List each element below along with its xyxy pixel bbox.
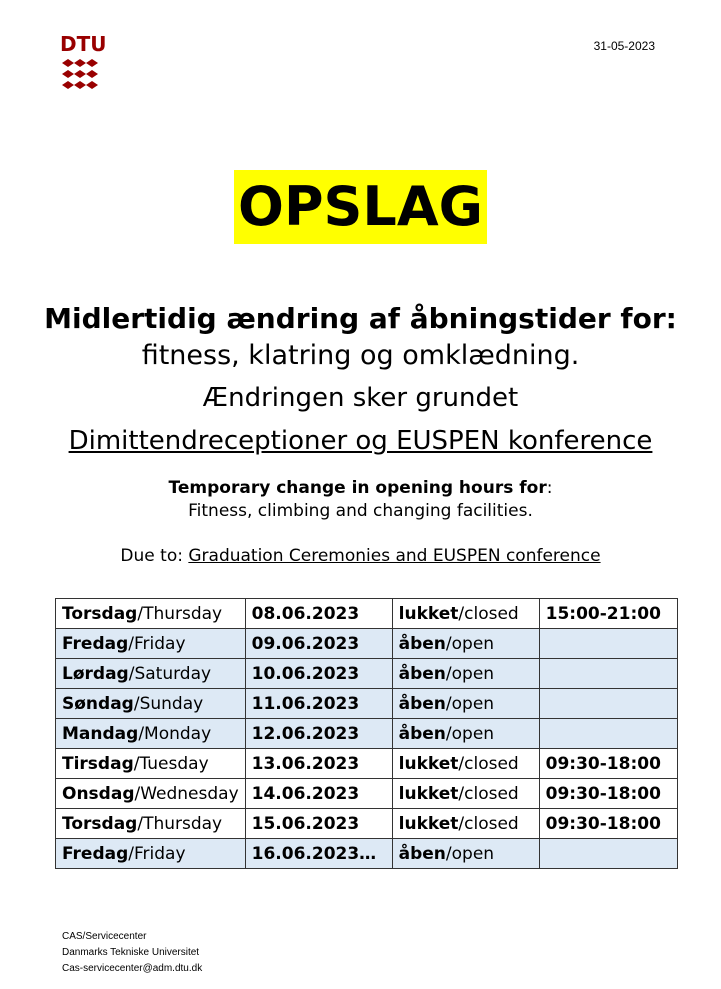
date-cell: 10.06.2023	[245, 659, 392, 689]
status-english: /open	[445, 843, 495, 864]
table-row	[56, 689, 678, 719]
status-cell	[392, 599, 539, 629]
status-english: /open	[445, 663, 495, 684]
day-english: /Tuesday	[133, 753, 209, 774]
dtu-emblem-icon	[60, 59, 100, 89]
footer-line: Danmarks Tekniske Universitet	[62, 947, 200, 958]
hours-cell	[539, 839, 677, 869]
day-cell	[56, 839, 246, 869]
day-danish: Fredag	[62, 843, 129, 864]
status-cell	[392, 839, 539, 869]
day-cell	[56, 659, 246, 689]
status-danish: lukket	[398, 753, 459, 774]
status-cell	[392, 659, 539, 689]
date-cell: 14.06.2023	[245, 779, 392, 809]
day-danish: Torsdag	[62, 813, 138, 834]
status-danish: åben	[398, 663, 446, 684]
status-cell	[392, 719, 539, 749]
table-row	[56, 659, 678, 689]
status-english: /closed	[458, 783, 519, 804]
table-row	[56, 719, 678, 749]
status-danish: åben	[398, 843, 446, 864]
status-english: /open	[445, 633, 495, 654]
status-danish: lukket	[398, 783, 459, 804]
day-cell	[56, 809, 246, 839]
day-cell	[56, 719, 246, 749]
hours-cell: 09:30-18:00	[539, 749, 677, 779]
day-danish: Fredag	[62, 633, 129, 654]
status-cell	[392, 629, 539, 659]
status-cell	[392, 809, 539, 839]
day-danish: Søndag	[62, 693, 134, 714]
day-english: /Wednesday	[134, 783, 239, 804]
table-row	[56, 809, 678, 839]
status-danish: lukket	[398, 603, 459, 624]
day-english: /Friday	[128, 843, 186, 864]
reason-danish: Ændringen sker grundet	[202, 383, 519, 413]
table-row	[56, 839, 678, 869]
day-cell	[56, 779, 246, 809]
headline: OPSLAG	[234, 170, 487, 244]
table-row	[56, 629, 678, 659]
day-english: /Thursday	[137, 813, 223, 834]
day-danish: Tirsdag	[62, 753, 134, 774]
day-english: /Monday	[138, 723, 212, 744]
status-cell	[392, 779, 539, 809]
status-danish: åben	[398, 693, 446, 714]
title-danish: Midlertidig ændring af åbningstider for:	[44, 302, 677, 335]
logo-text: DTU	[60, 32, 107, 56]
date-cell: 16.06.2023…	[245, 839, 392, 869]
table-row	[56, 779, 678, 809]
table-row	[56, 749, 678, 779]
subtitle-danish: fitness, klatring og omklædning.	[141, 340, 580, 371]
day-cell	[56, 689, 246, 719]
subtitle-english: Fitness, climbing and changing facilities.	[188, 501, 533, 521]
day-english: /Sunday	[133, 693, 204, 714]
footer-contact	[62, 929, 202, 977]
hours-cell	[539, 629, 677, 659]
dtu-logo	[60, 32, 107, 89]
due-to-line	[0, 546, 721, 566]
date-cell: 12.06.2023	[245, 719, 392, 749]
title-english-colon: :	[546, 478, 553, 498]
status-english: /closed	[458, 813, 519, 834]
status-danish: åben	[398, 723, 446, 744]
status-cell	[392, 749, 539, 779]
date-cell: 11.06.2023	[245, 689, 392, 719]
day-english: /Friday	[128, 633, 186, 654]
date-cell: 09.06.2023	[245, 629, 392, 659]
date-cell: 08.06.2023	[245, 599, 392, 629]
title-english-bold: Temporary change in opening hours for	[168, 478, 547, 498]
day-english: /Thursday	[137, 603, 223, 624]
footer-line: CAS/Servicecenter	[62, 931, 147, 942]
title-english	[0, 478, 721, 498]
due-prefix: Due to:	[120, 546, 189, 566]
day-english: /Saturday	[128, 663, 212, 684]
status-cell	[392, 689, 539, 719]
day-danish: Onsdag	[62, 783, 135, 804]
date-cell: 13.06.2023	[245, 749, 392, 779]
headline-container	[0, 170, 721, 244]
status-english: /open	[445, 693, 495, 714]
date-cell: 15.06.2023	[245, 809, 392, 839]
day-danish: Mandag	[62, 723, 139, 744]
hours-cell	[539, 659, 677, 689]
event-danish: Dimittendreceptioner og EUSPEN konference	[68, 426, 653, 456]
hours-cell: 09:30-18:00	[539, 779, 677, 809]
hours-cell	[539, 689, 677, 719]
status-english: /closed	[458, 603, 519, 624]
document-date: 31-05-2023	[593, 39, 655, 53]
status-danish: åben	[398, 633, 446, 654]
day-cell	[56, 629, 246, 659]
status-english: /open	[445, 723, 495, 744]
day-cell	[56, 599, 246, 629]
hours-cell: 15:00-21:00	[539, 599, 677, 629]
hours-cell	[539, 719, 677, 749]
status-danish: lukket	[398, 813, 459, 834]
status-english: /closed	[458, 753, 519, 774]
due-event: Graduation Ceremonies and EUSPEN conference	[188, 546, 601, 566]
footer-email[interactable]: Cas-servicecenter@adm.dtu.dk	[62, 963, 203, 974]
day-cell	[56, 749, 246, 779]
hours-cell: 09:30-18:00	[539, 809, 677, 839]
day-danish: Lørdag	[62, 663, 129, 684]
opening-hours-table	[55, 598, 678, 869]
table-row	[56, 599, 678, 629]
day-danish: Torsdag	[62, 603, 138, 624]
